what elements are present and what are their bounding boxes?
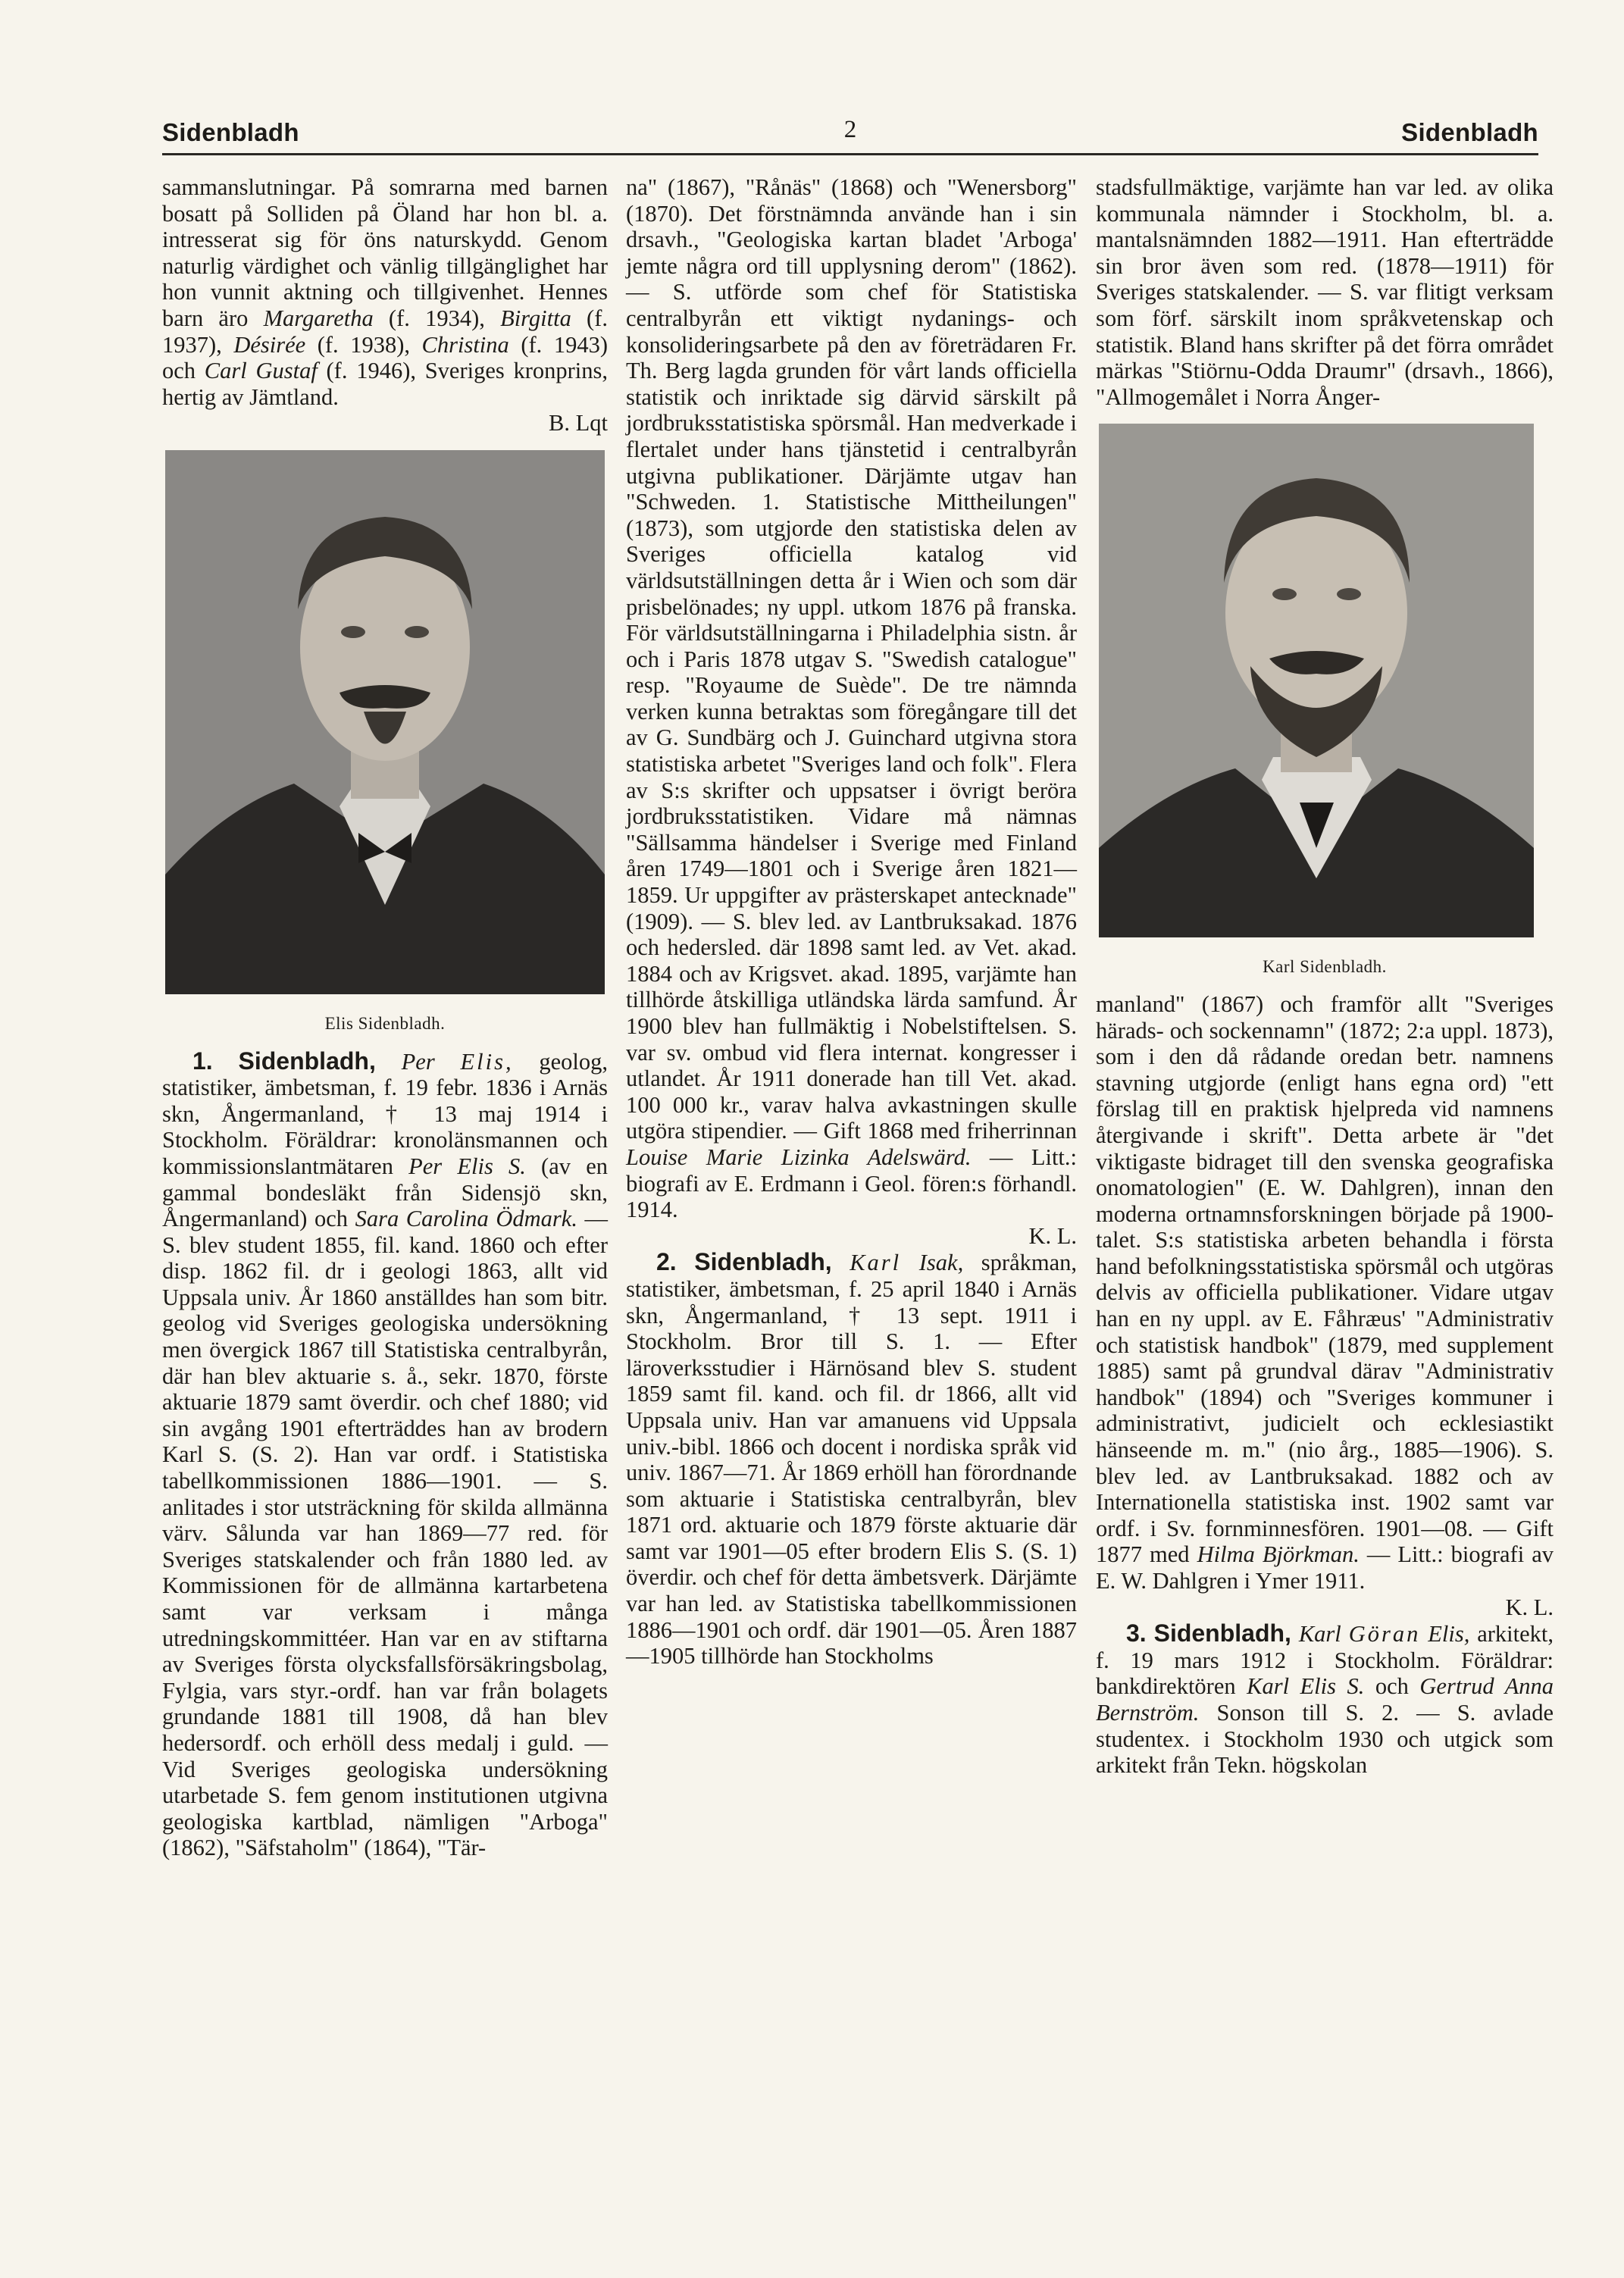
running-head [162, 114, 1538, 155]
portrait-figure-elis [162, 450, 608, 1037]
entry-3: 3. Sidenbladh, Karl Göran Elis, arkitekt, f. 19 mars 1912 i Stockholm. Föräldrar: bankdirektören Karl Elis S. och Gertrud Anna Bernström. Sonson till S. 2. — S. avlade studentex. i Stockholm 1930 och utgick som arkitekt från Tekn. högskolan [1096, 1619, 1554, 1779]
column-3 [1096, 174, 1554, 1779]
portrait-photo-elis [165, 450, 605, 994]
entry-2-continued-2: manland" (1867) och framför allt "Sveriges härads- och sockennamn" (1872; 2:a uppl. 1873), som i den då rådande oredan betr. namnens stavning utgjorde (enligt hans egna ord) "ett förslag till en praktisk hjelpreda vid namnens återgivande i skrift". Detta arbete är "det viktigaste bidraget till den svenska geografiska onomatologien" (E. W. Dahlgren), innan den moderna ortnamnsforskningen började på 1900-talet. S:s statistiska arbeten behandla i första hand befolkningsstatistiska spörsmål och utgöras delvis av officiella publikationer. Vidare utgav han en ny uppl. av E. Fåhræus' "Administrativ och statistisk handbok" (1879, med supplement 1885) samt på grundval därav "Administrativ handbok" (1894) och "Sveriges kommuner i administrativt, judicielt och ecklesiastikt hänseende m. m." (nio årg., 1885—1906). S. blev led. av Lantbruksakad. 1882 och av Internationella statistiska inst. 1902 samt var ordf. i Sv. fornminnesfören. 1901—08. — Gift 1877 med Hilma Björkman. — Litt.: biografi av E. W. Dahlgren i Ymer 1911. K. L. [1096, 990, 1554, 1620]
running-head-right: Sidenbladh [1401, 118, 1538, 146]
signature: K. L. [1505, 1594, 1554, 1620]
signature: K. L. [1028, 1222, 1077, 1249]
entry-1-continued: na" (1867), "Rånäs" (1868) och "Wenersborg" (1870). Det förstnämnda använde han i sin drsavh., "Geologiska kartan bladet 'Arboga' jemte några ord till upplysning derom" (1862). — S. utförde som chef för Statistiska centralbyrån ett viktigt nydanings- och konsolideringsarbete på den av företrädaren Fr. Th. Berg lagda grunden för vårt lands officiella statistik och inriktade sig därvid särskilt på jordbruksstatistiska spörsmål. Han medverkade i flertalet under hans tjänstetid i centralbyrån utgivna publikationer. Därjämte utgav han "Schweden. 1. Statistische Mittheilungen" (1873), som utgjorde den statistiska delen av Sveriges officiella katalog vid världsutställningen detta år i Wien och som där prisbelönades; ny uppl. utkom 1876 på franska. För världsutställningarna i Philadelphia sistn. år och i Paris 1878 utgav S. "Swedish catalogue" resp. "Royaume de Suède". De tre nämnda verken kunna betraktas som föregångare till det av G. Sundbärg och J. Guinchard utgivna stora statistiska arbetet "Sveriges land och folk". Flera av S:s skrifter och uppsatser i övrigt beröra jordbruksstatistiken. Vidare må nämnas "Sällsamma händelser i Sverige med Finland åren 1749—1801 och i Sverige åren 1821—1859. Ur uppgifter av prästerskapet antecknade" (1909). — S. blev led. av Lantbruksakad. 1876 och hedersled. där 1898 samt led. av Vet. akad. 1884 och av Krigsvet. akad. 1895, varjämte han tillhörde åtskilliga utländska lärda samfund. År 1900 blev han fullmäktig i Nobelstiftelsen. S. var sv. ombud vid flera internat. kongresser i utlandet. År 1911 donerade han till Vet. akad. 100 000 kr., varav halva avkastningen skulle utgöra stipendier. — Gift 1868 med friherrinnan Louise Marie Lizinka Adelswärd. — Litt.: biografi av E. Erdmann i Geol. fören:s förhandl. 1914. K. L. [626, 174, 1077, 1249]
entry-1: 1. Sidenbladh, Per Elis, geolog, statistiker, ämbetsman, f. 19 febr. 1836 i Arnäs skn, Ångermanland, † 13 maj 1914 i Stockholm. Föräldrar: kronolänsmannen och kommissionslantmätaren Per Elis S. (av en gammal bondesläkt från Sidensjö skn, Ångermanland) och Sara Carolina Ödmark. — S. blev student 1855, fil. kand. 1860 och efter disp. 1862 fil. dr i geologi 1863, allt vid Uppsala univ. År 1860 anställdes han som bitr. geolog vid Sveriges geologiska undersökning men övergick 1867 till Statistiska centralbyrån, där han blev aktuarie s. å., sekr. 1870, förste aktuarie 1879 samt överdir. och chef 1880; vid sin avgång 1901 efterträddes han av brodern Karl S. (S. 2). Han var ordf. i Statistiska tabellkommissionen 1886—1901. — S. anlitades i stor utsträckning för skilda allmänna värv. Sålunda var han 1869—77 red. för Sveriges statskalender och från 1880 led. av Kommissionen för de allmänna kartarbetena samt var verksam i många utredningskommittéer. Han var en av stiftarna av Sveriges första olycksfallsförsäkringsbolag, Fylgia, vars styr.-ordf. han var från bolagets grundande 1881 till 1908, då han blev hedersordf. och erhöll dess medalj i guld. — Vid Sveriges geologiska undersökning utarbetade S. fem genom institutionen utgivna geologiska kartblad, nämligen "Arboga" (1862), "Säfstaholm" (1864), "Tär- [162, 1047, 609, 1861]
portrait-photo-karl [1099, 424, 1534, 937]
page-number: 2 [843, 116, 857, 143]
column-2 [626, 174, 1077, 1669]
portrait-figure-karl [1096, 424, 1554, 981]
entry-2-continued: stadsfullmäktige, varjämte han var led. av olika kommunala nämnder i Stockholm, bl. a. mantalsnämnden 1882—1911. Han efterträdde sin bror även som red. (1878—1911) för Sveriges statskalender. — S. var flitigt verksam som förf. särskilt inom språkvetenskap och statistik. Bland hans skrifter på det förra området märkas "Stiörnu-Odda Draumr" (drsavh., 1866), "Allmogemålet i Norra Ånger- [1096, 174, 1554, 410]
entry-2: 2. Sidenbladh, Karl Isak, språkman, statistiker, ämbetsman, f. 25 april 1840 i Arnäs skn, Ångermanland, † 13 sept. 1911 i Stockholm. Bror till S. 1. — Efter läroverksstudier i Härnösand blev S. student 1859 samt fil. kand. och fil. dr 1866, allt vid Uppsala univ. Han var amanuens vid Uppsala univ.-bibl. 1866 och docent i nordiska språk vid univ. 1867—71. År 1869 erhöll han förordnande som aktuarie i Statistiska centralbyrån, blev 1871 ord. aktuarie och 1879 förste aktuarie där samt var 1901—05 efter brodern Elis S. (S. 1) överdir. och chef för detta ämbetsverk. Därjämte var han led. av Statistiska tabellkommissionen 1886—1901 och ordf. där 1901—05. Åren 1887—1905 tillhörde han Stockholms [626, 1248, 1077, 1669]
photo-caption-elis: Elis Sidenbladh. [324, 1013, 446, 1033]
photo-caption-karl: Karl Sidenbladh. [1263, 957, 1387, 977]
column-1 [162, 174, 608, 1861]
signature: B. Lqt [549, 410, 608, 437]
running-head-left: Sidenbladh [162, 118, 299, 146]
continued-paragraph: sammanslutningar. På somrarna med barnen bosatt på Solliden på Öland har hon bl. a. intresserat sig för öns naturskydd. Genom naturlig värdighet och vänlig tillgänglighet har hon vunnit aktning och tillgivenhet. Hennes barn äro Margaretha (f. 1934), Birgitta (f. 1937), Désirée (f. 1938), Christina (f. 1943) och Carl Gustaf (f. 1946), Sveriges kronprins, hertig av Jämtland. B. Lqt [162, 174, 609, 437]
